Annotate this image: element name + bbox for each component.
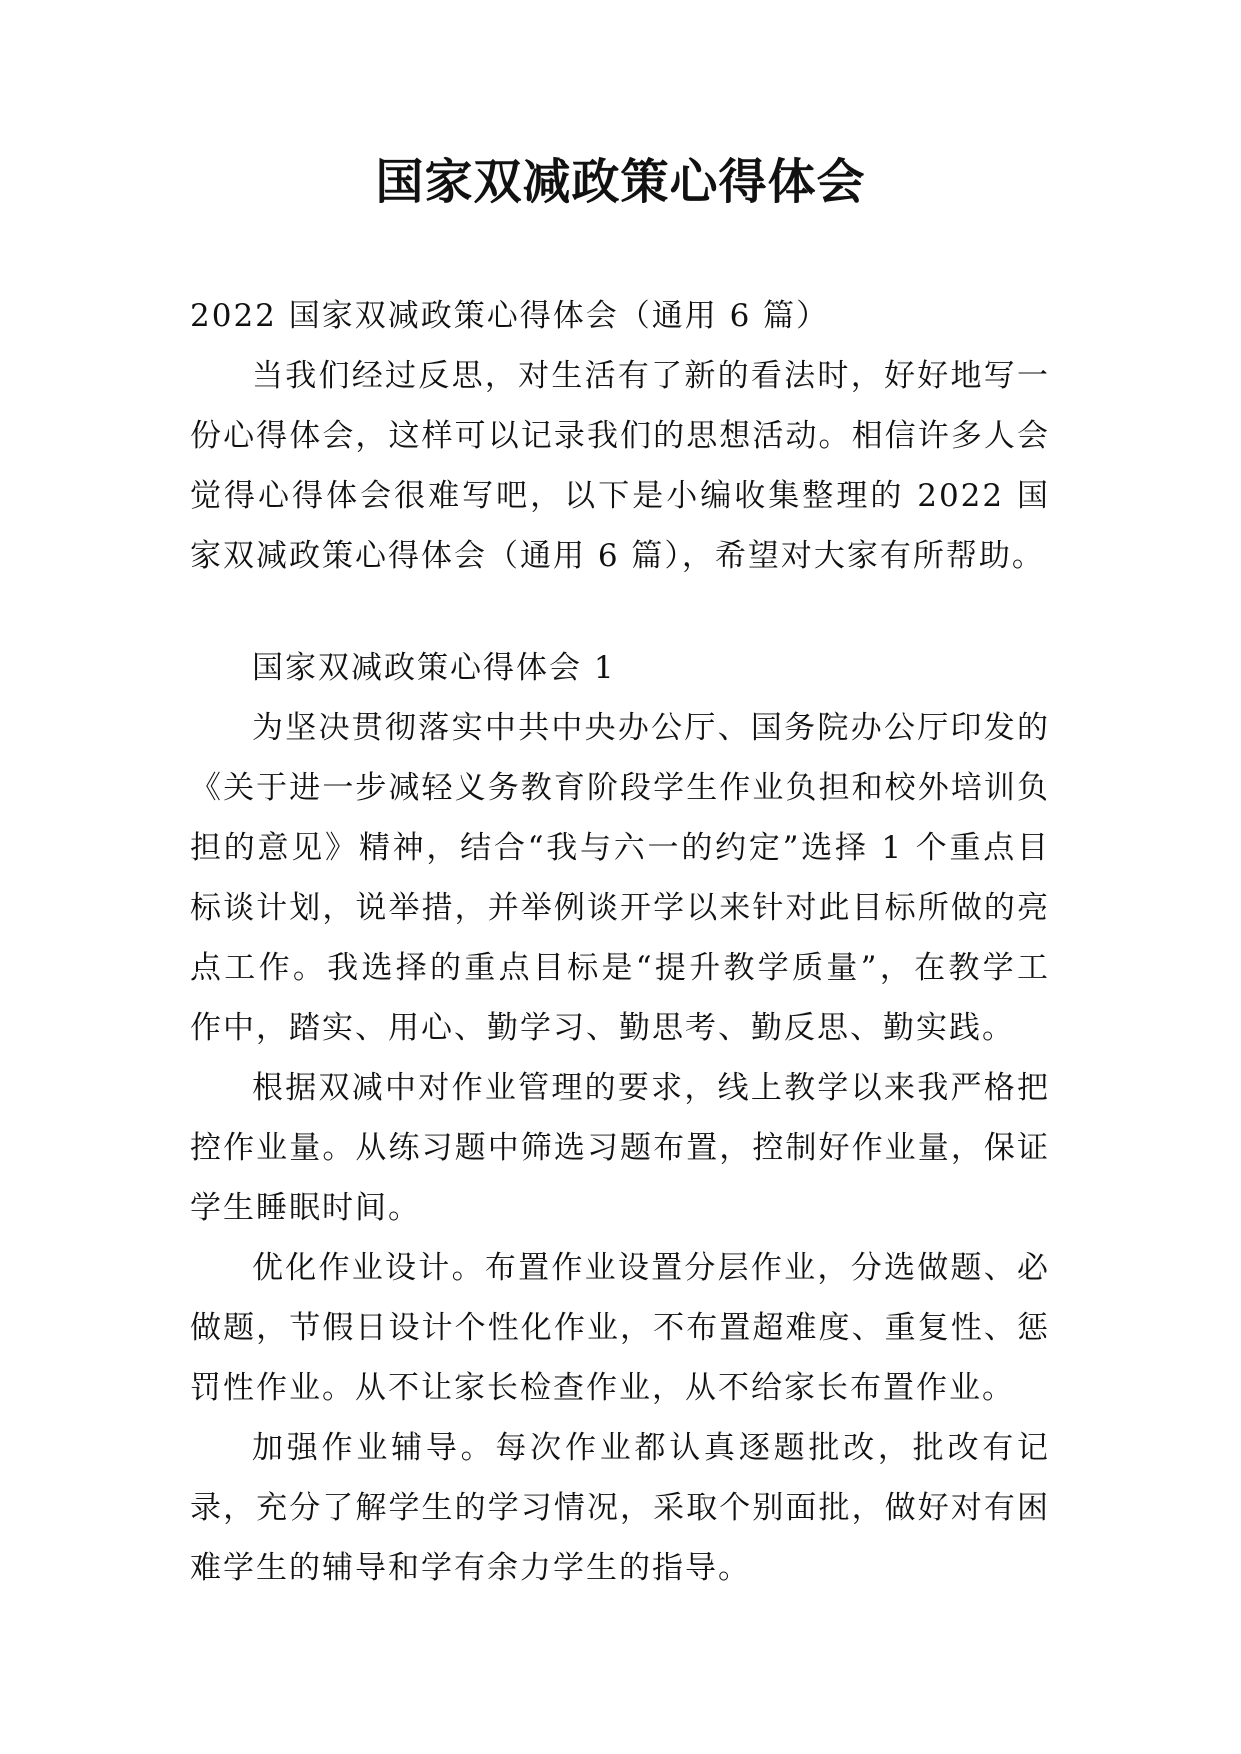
body-paragraph: 加强作业辅导。每次作业都认真逐题批改，批改有记录，充分了解学生的学习情况，采取个别面批，做好对有困难学生的辅导和学有余力学生的指导。 (190, 1430, 1050, 1586)
section-heading: 国家双减政策心得体会 1 (252, 650, 616, 686)
document-subtitle: 2022 国家双减政策心得体会（通用 6 篇） (190, 298, 830, 334)
document-body (190, 286, 1050, 1598)
body-paragraph: 为坚决贯彻落实中共中央办公厅、国务院办公厅印发的《关于进一步减轻义务教育阶段学生作业负担和校外培训负担的意见》精神，结合“我与六一的约定”选择 1 个重点目标谈计划，说举措，并举例谈开学以来针对此目标所做的亮点工作。我选择的重点目标是“提升教学质量”，在教学工作中，踏实、用心、勤学习、勤思考、勤反思、勤实践。 (190, 710, 1050, 1046)
body-paragraph: 根据双减中对作业管理的要求，线上教学以来我严格把控作业量。从练习题中筛选习题布置，控制好作业量，保证学生睡眠时间。 (190, 1070, 1050, 1226)
section-spacer (190, 586, 1050, 638)
document-title: 国家双减政策心得体会 (375, 154, 866, 210)
body-paragraph: 优化作业设计。布置作业设置分层作业，分选做题、必做题，节假日设计个性化作业，不布置超难度、重复性、惩罚性作业。从不让家长检查作业，从不给家长布置作业。 (190, 1250, 1050, 1406)
intro-paragraph: 当我们经过反思，对生活有了新的看法时，好好地写一份心得体会，这样可以记录我们的思想活动。相信许多人会觉得心得体会很难写吧，以下是小编收集整理的 2022 国家双减政策心得体会（通用 6 篇），希望对大家有所帮助。 (190, 358, 1050, 574)
